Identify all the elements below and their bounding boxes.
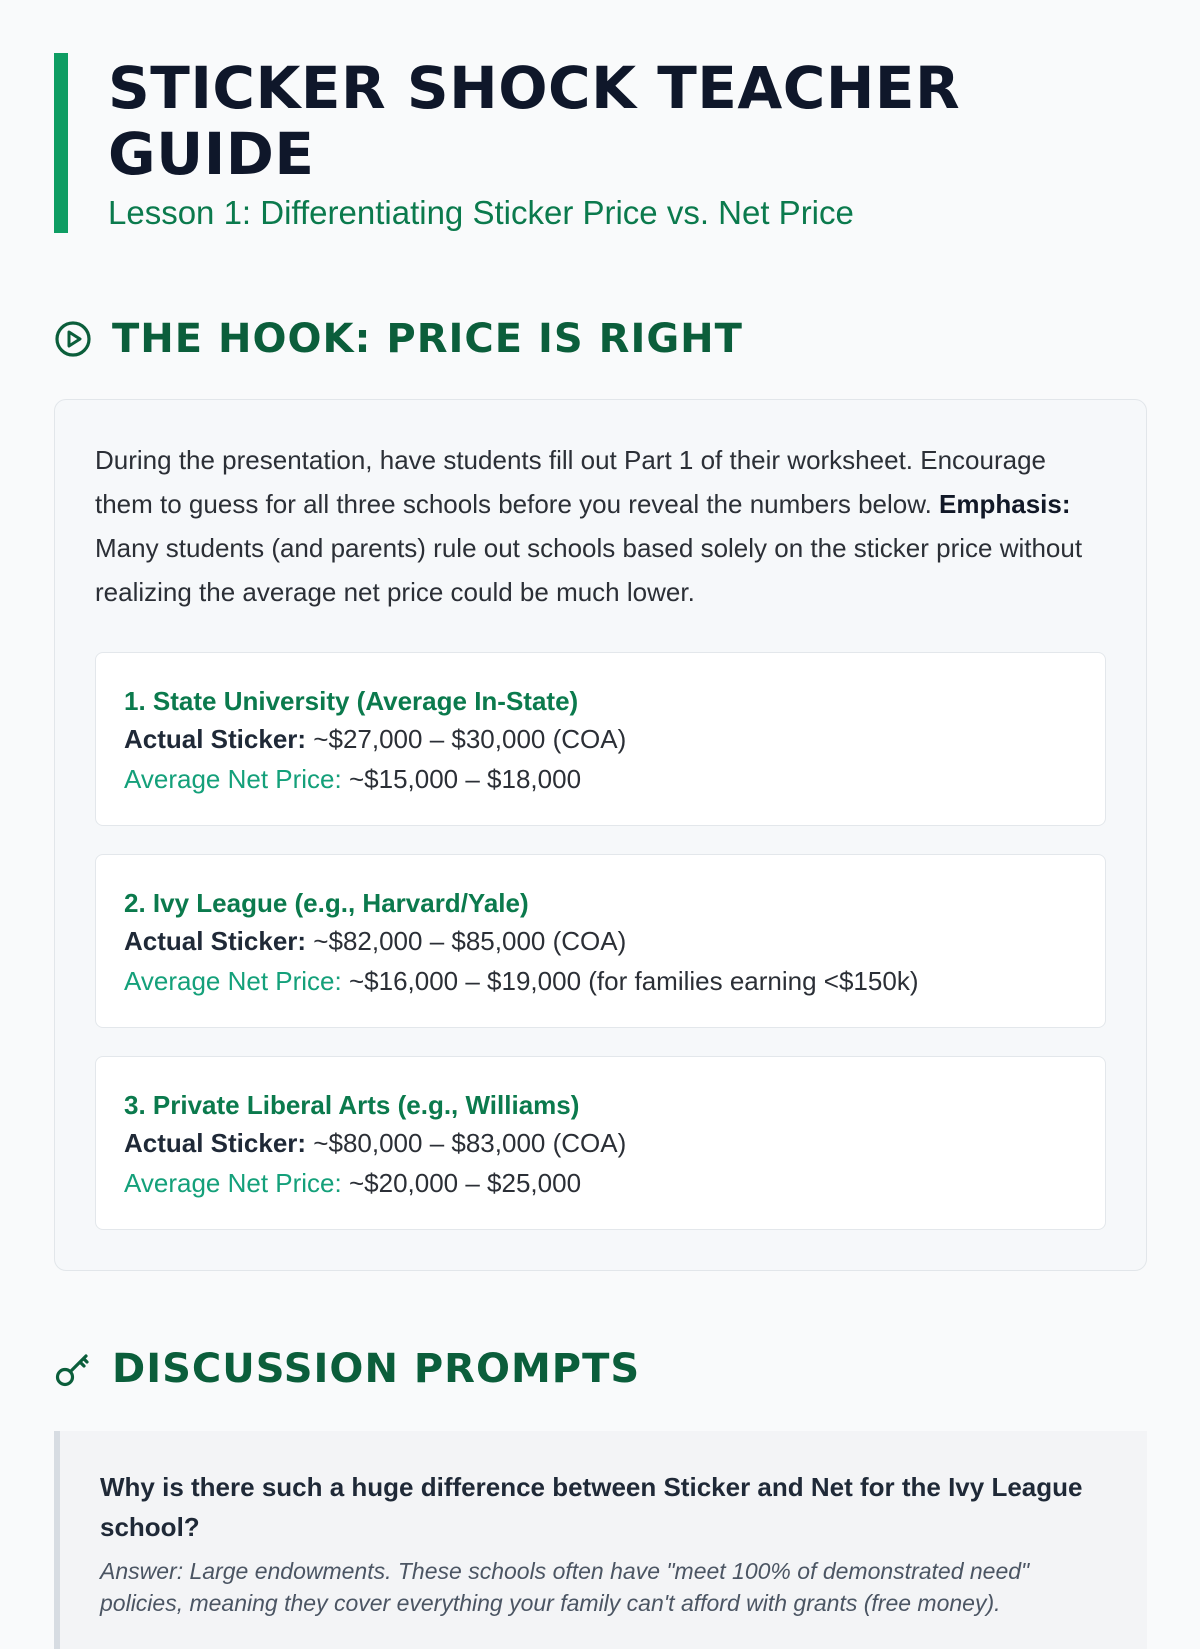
sticker-line	[124, 1123, 1077, 1163]
prompt-question: Why is there such a huge difference between Sticker and Net for the Ivy League school?	[100, 1472, 1083, 1542]
sticker-value: ~$27,000 – $30,000 (COA)	[306, 724, 627, 754]
school-name: 2. Ivy League (e.g., Harvard/Yale)	[124, 888, 529, 918]
net-price-value: ~$15,000 – $18,000	[341, 764, 582, 794]
net-price-label: Average Net Price:	[124, 1168, 342, 1198]
sticker-value: ~$80,000 – $83,000 (COA)	[306, 1128, 627, 1158]
net-price-line	[124, 1163, 1077, 1203]
discussion-section-heading	[54, 1343, 1147, 1395]
school-name: 3. Private Liberal Arts (e.g., Williams)	[124, 1090, 580, 1120]
emphasis-text: Many students (and parents) rule out schools based solely on the sticker price without realizing the average net price could be much lower.	[95, 533, 1083, 607]
page-subtitle: Lesson 1: Differentiating Sticker Price vs. Net Price	[108, 194, 854, 231]
hook-intro-text: During the presentation, have students fill out Part 1 of their worksheet. Encourage them to guess for all three schools before you reveal the numbers below.	[95, 445, 1046, 519]
discussion-heading-text: DISCUSSION PROMPTS	[112, 1346, 641, 1392]
title-block	[54, 53, 1147, 233]
sticker-label: Actual Sticker:	[124, 926, 307, 956]
hook-intro	[95, 438, 1106, 614]
net-price-value: ~$20,000 – $25,000	[341, 1168, 582, 1198]
net-price-label: Average Net Price:	[124, 966, 342, 996]
sticker-label: Actual Sticker:	[124, 1128, 307, 1158]
net-price-value: ~$16,000 – $19,000 (for families earning <$150k)	[341, 966, 919, 996]
emphasis-label: Emphasis:	[939, 489, 1071, 519]
school-card	[95, 652, 1106, 826]
school-card	[95, 854, 1106, 1028]
hook-box	[54, 399, 1147, 1271]
key-icon	[54, 1350, 92, 1388]
play-circle-icon	[54, 320, 92, 358]
page-title: STICKER SHOCK TEACHER GUIDE	[108, 54, 961, 188]
net-price-line	[124, 759, 1077, 799]
teacher-guide-page	[54, 53, 1147, 1649]
net-price-label: Average Net Price:	[124, 764, 342, 794]
sticker-label: Actual Sticker:	[124, 724, 307, 754]
prompt-answer: Answer: Large endowments. These schools often have "meet 100% of demonstrated need" policies, meaning they cover everything your family can't afford with grants (free money).	[100, 1558, 1030, 1616]
school-name: 1. State University (Average In-State)	[124, 686, 579, 716]
sticker-line	[124, 719, 1077, 759]
school-card	[95, 1056, 1106, 1230]
hook-section-heading	[54, 313, 1147, 365]
net-price-line	[124, 961, 1077, 1001]
sticker-value: ~$82,000 – $85,000 (COA)	[306, 926, 627, 956]
hook-heading-text: THE HOOK: PRICE IS RIGHT	[112, 316, 743, 362]
sticker-line	[124, 921, 1077, 961]
discussion-prompt	[54, 1431, 1147, 1649]
